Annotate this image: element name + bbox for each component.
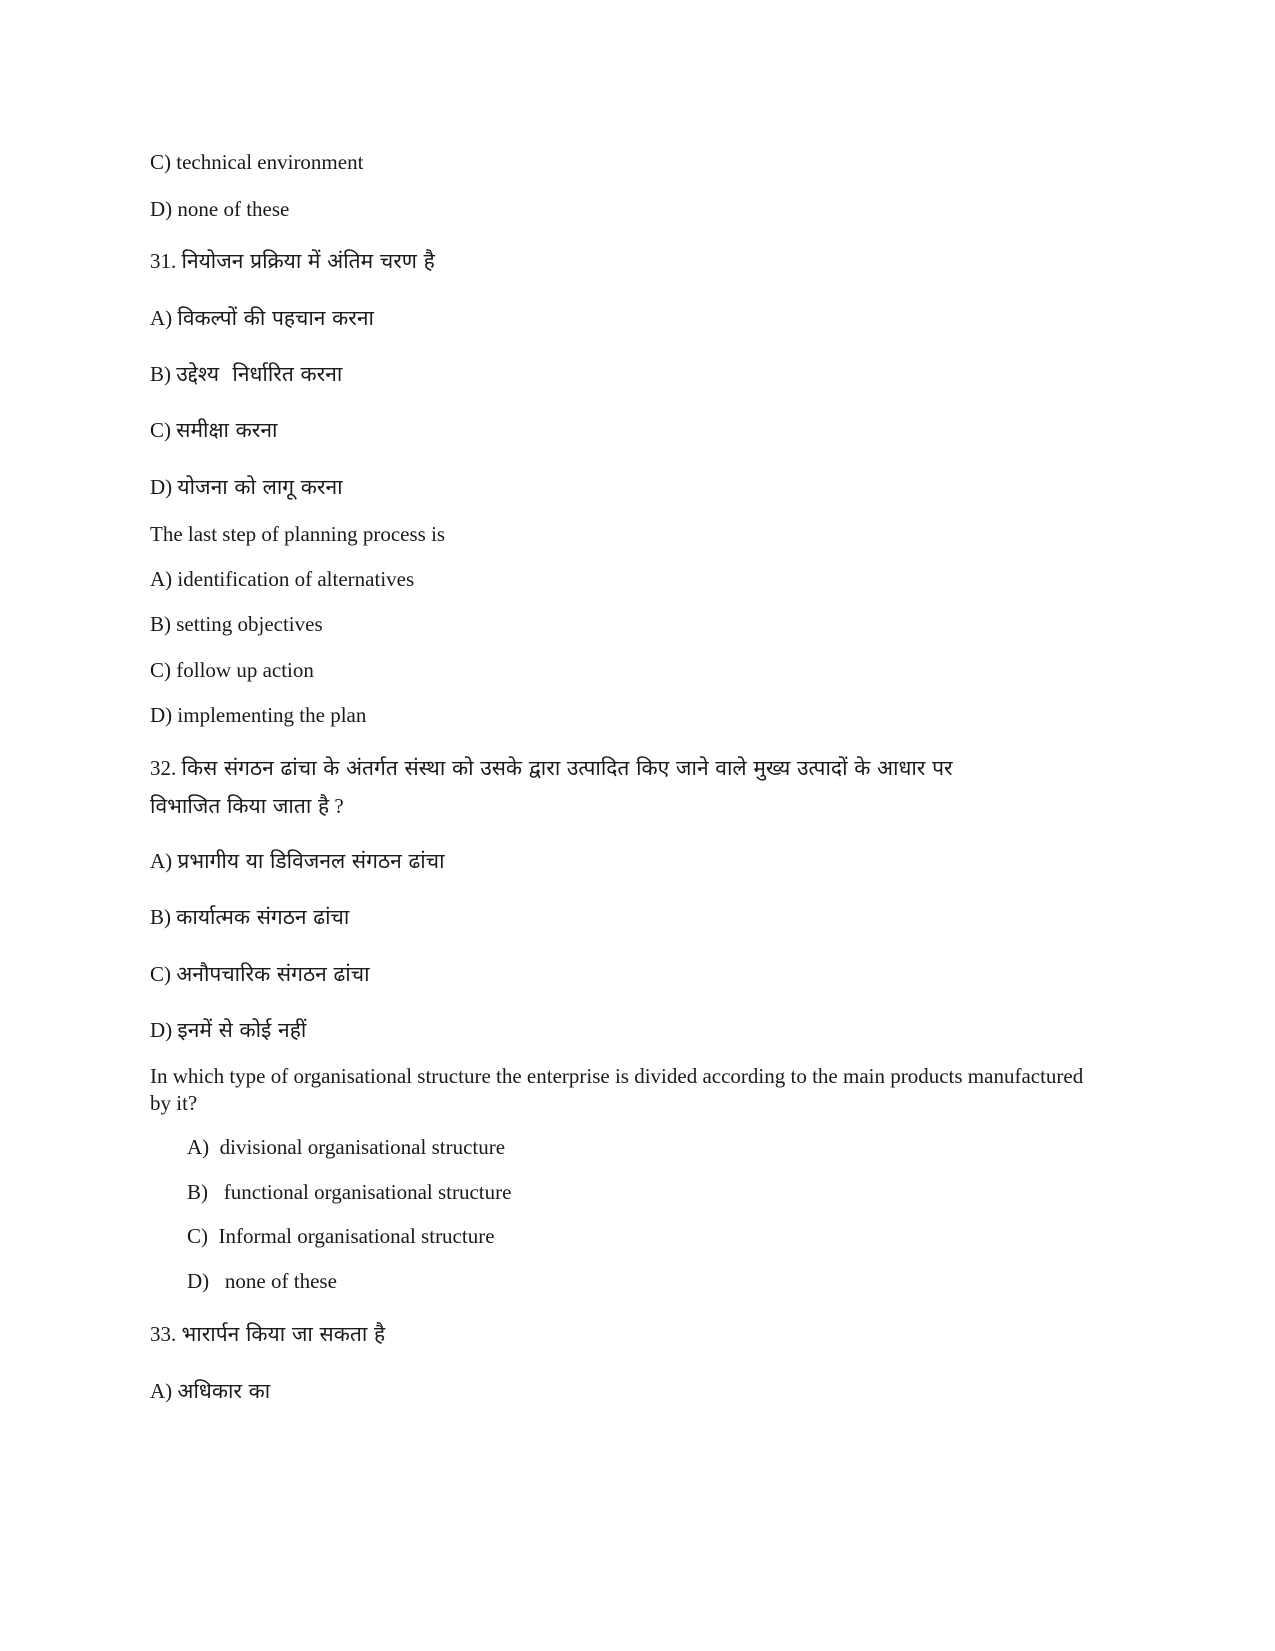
option-label: C) (150, 418, 171, 442)
q33-hindi-question (150, 1320, 385, 1348)
question-number: 33. (150, 1322, 177, 1346)
q30-option-d: D) none of these (150, 197, 290, 221)
option-label: D) (150, 475, 173, 499)
q31-english-option-a: A) identification of alternatives (150, 567, 415, 591)
q32-hindi-option-a (150, 847, 445, 875)
option-text: समीक्षा करना (176, 418, 278, 442)
option-label: B) (150, 362, 171, 386)
q32-english-question: In which type of organisational structure the enterprise is divided according to the main products manufactured by it? (150, 1064, 1084, 1115)
option-text: अनौपचारिक संगठन ढांचा (176, 962, 370, 986)
question-mark: ? (334, 794, 344, 818)
q32-hindi-option-d (150, 1016, 306, 1044)
option-text: अधिकार का (177, 1379, 271, 1403)
option-text: कार्यात्मक संगठन ढांचा (176, 905, 350, 929)
option-label: C) (187, 1224, 208, 1248)
option-label: C) (150, 962, 171, 986)
q31-hindi-option-d (150, 473, 343, 501)
option-label: B) (150, 905, 171, 929)
q33-hindi-option-a (150, 1377, 270, 1405)
option-label: A) (150, 849, 173, 873)
option-text: विकल्पों की पहचान करना (177, 306, 374, 330)
option-text: functional organisational structure (223, 1180, 512, 1204)
option-text: divisional organisational structure (219, 1135, 506, 1159)
option-text: Informal organisational structure (218, 1224, 495, 1248)
q31-english-question: The last step of planning process is (150, 522, 446, 546)
q31-hindi-option-c (150, 416, 277, 444)
option-label: A) (150, 1379, 173, 1403)
q32-english-option-b (187, 1178, 511, 1206)
q31-hindi-option-a (150, 304, 374, 332)
option-text: प्रभागीय या डिविजनल संगठन ढांचा (177, 849, 445, 873)
q32-hindi-question-line2 (150, 792, 344, 820)
question-text: भारार्पन किया जा सकता है (181, 1322, 386, 1346)
q32-english-option-c (187, 1222, 495, 1250)
option-label: D) (187, 1269, 210, 1293)
q32-hindi-option-b (150, 903, 349, 931)
q32-hindi-option-c (150, 960, 370, 988)
question-number: 31. (150, 249, 177, 273)
q30-option-c: C) technical environment (150, 150, 364, 174)
q31-hindi-option-b (150, 360, 342, 388)
q31-hindi-question (150, 247, 435, 275)
q31-english-option-d: D) implementing the plan (150, 703, 367, 727)
question-number: 32. (150, 756, 177, 780)
q32-english-option-d (187, 1267, 337, 1295)
q32-hindi-question-line1 (150, 754, 953, 782)
option-label: B) (187, 1180, 208, 1204)
option-label: A) (150, 306, 173, 330)
q31-english-option-b: B) setting objectives (150, 612, 323, 636)
question-text: नियोजन प्रक्रिया में अंतिम चरण है (181, 249, 435, 273)
option-text: उद्देश्य निर्धारित करना (176, 362, 343, 386)
option-label: A) (187, 1135, 210, 1159)
option-label: D) (150, 1018, 173, 1042)
option-text: इनमें से कोई नहीं (177, 1018, 307, 1042)
question-text: विभाजित किया जाता है (150, 794, 330, 818)
option-text: योजना को लागू करना (177, 475, 343, 499)
q31-english-option-c: C) follow up action (150, 658, 314, 682)
option-text: none of these (224, 1269, 337, 1293)
question-text: किस संगठन ढांचा के अंतर्गत संस्था को उसके द्वारा उत्पादित किए जाने वाले मुख्य उत्पादों के आधार पर (181, 756, 953, 780)
q32-english-option-a (187, 1133, 505, 1161)
